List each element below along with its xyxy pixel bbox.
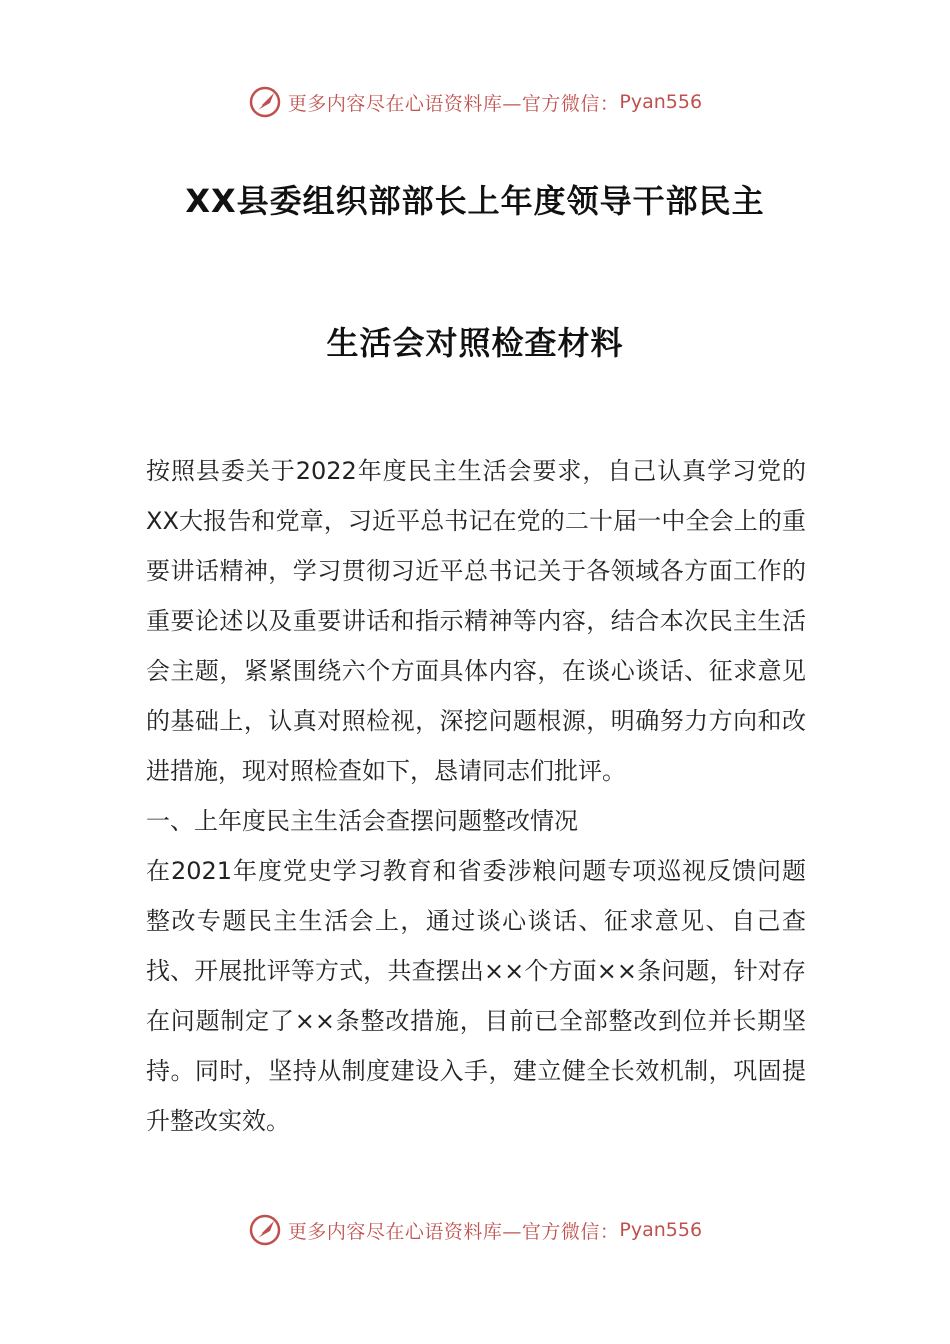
document-body xyxy=(146,446,806,1146)
banner-text: 更多内容尽在心语资料库—官方微信： xyxy=(287,92,620,115)
paragraph-section-1: 在2021年度党史学习教育和省委涉粮问题专项巡视反馈问题整改专题民主生活会上，通过谈心谈话、征求意见、自己查找、开展批评等方式，共查摆出××个方面××条问题，针对存在问题制定了××条整改措施，目前已全部整改到位并长期坚持。同时，坚持从制度建设入手，建立健全长效机制，巩固提升整改实效。 xyxy=(146,857,806,1135)
document-title-line-2: 生活会对照检查材料 xyxy=(326,324,624,362)
document-title-line-1: XX县委组织部部长上年度领导干部民主 xyxy=(185,182,765,220)
quill-logo-icon xyxy=(248,1213,282,1247)
banner-wechat-id: Pyan556 xyxy=(619,1219,703,1241)
quill-logo-icon xyxy=(248,85,282,119)
banner-wechat-id: Pyan556 xyxy=(619,91,703,113)
paragraph-intro: 按照县委关于2022年度民主生活会要求，自己认真学习党的XX大报告和党章，习近平总书记在党的二十届一中全会上的重要讲话精神，学习贯彻习近平总书记关于各领域各方面工作的重要论述以及重要讲话和指示精神等内容，结合本次民主生活会主题，紧紧围绕六个方面具体内容，在谈心谈话、征求意见的基础上，认真对照检视，深挖问题根源，明确努力方向和改进措施，现对照检查如下，恳请同志们批评。 xyxy=(146,457,806,785)
header-watermark-banner xyxy=(0,82,950,122)
section-heading-1: 一、上年度民主生活会查摆问题整改情况 xyxy=(146,807,578,835)
banner-text: 更多内容尽在心语资料库—官方微信： xyxy=(287,1220,620,1243)
footer-watermark-banner xyxy=(0,1210,950,1250)
